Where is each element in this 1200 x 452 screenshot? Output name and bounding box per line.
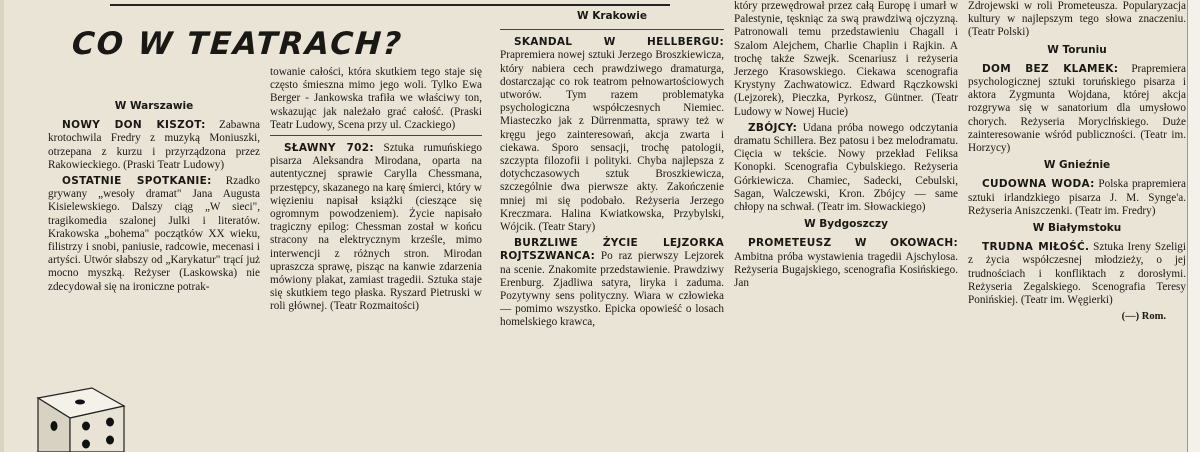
- review-nowy-don-kiszot: [48, 119, 260, 172]
- column-2: [270, 66, 482, 452]
- column-4: [734, 0, 958, 452]
- review-ostatnie-spotkanie-cont: towanie całości, która skutkiem tego staje się często śmieszna mimo jego woli. Tylko Ewa Berger - Jankowska trafiła we właściwy ton, wskazując jak należało grać całość. (Praski Teatr Ludowy, Scena przy ul. Czackiego): [270, 66, 482, 131]
- review-prometeusz-cont: Zdrojewski w roli Prometeusza. Popularyzacja kultury w najlepszym tego słowa znaczeniu. (Teatr Polski): [968, 0, 1186, 39]
- review-trudna-milosc: [968, 241, 1186, 307]
- review-prometeusz: [734, 237, 958, 290]
- city-heading-gniezno: W Gnieźnie: [1043, 159, 1111, 172]
- column-1: [48, 96, 260, 376]
- review-ostatnie-spotkanie: [48, 175, 260, 294]
- review-title: SKANDAL W HELLBERGU:: [514, 36, 724, 49]
- review-body: Zabawna krotochwila Fredry z muzyką Moniuszki, otrzepana z kurzu i przyrządzona przez Rakowieckiego. (Praski Teatr Ludowy): [48, 119, 260, 171]
- review-body: Udana próba nowego odczytania dramatu Schillera. Bez patosu i bez melodramatu. Cięcia w tekście. Nowy przekład Feliksa Konopki. Scenografia Cybulskiego. Reżyseria Górkiewicza. Chamiec, Sadecki, Cebulski, Sagan, Walczewski, Kron. Zbójcy — same chłopy na schwał. (Teatr im. Słowackiego): [734, 121, 958, 214]
- city-heading-bialystok: W Białymstoku: [1032, 222, 1122, 235]
- review-skandal-w-hellbergu: [500, 36, 724, 234]
- divider: [270, 135, 482, 136]
- review-burzliwe-zycie-cont: który przewędrował przez całą Europę i umarł w Palestynie, tęskniąc za swą prawdziwą ojczyzną. Patronowali temu przedstawieniu Chagall i Szalom Alejchem, Charlie Chaplin i Rajkin. A trochę także Szwejk. Scenariusz i reżyseria Jerzego Krasowskiego. Ciekawa scenografia Krystyny Zachwatowicz. Edward Rączkowski (Lejzorek), Pieczka, Pyrkosz, Güntner. (Teatr Ludowy w Nowej Hucie): [734, 0, 958, 118]
- review-dom-bez-klamek: [968, 63, 1186, 155]
- page-title: CO W TEATRACH?: [70, 26, 405, 62]
- review-title: NOWY DON KISZOT:: [62, 119, 206, 132]
- review-body: Po raz pierwszy Lejzorek na scenie. Znakomite przedstawienie. Prawdziwy Erenburg. Zjadliwa satyra, liryka i zaduma. Pozytywny sens polityczny. Wiara w człowieka — pomimo wszystko. Epicka opowieść o losach homelskiego krawca,: [500, 250, 724, 329]
- column-3: [500, 6, 724, 452]
- review-title: ZBÓJCY:: [748, 121, 798, 134]
- review-body: Rzadko grywany „wesoły dramat" Jana Augusta Kisielewskiego. Dalszy ciąg „W sieci", tragikomedia szalonej Julki i literatów. Krakowska „bohema" początków XX wieku, filistrzy i snobi, paniusie, radcowie, mecenasi i artyści. Utwór słabszy od „Karykatur" trącí już mocno myszką. Reżyser (Laskowska) nie zdecydował się na ironiczne potrak-: [48, 175, 260, 293]
- city-heading-bydgoszcz: W Bydgoszczy: [804, 218, 888, 231]
- column-5: [968, 0, 1186, 452]
- review-title: TRUDNA MIŁOŚĆ.: [982, 241, 1090, 254]
- city-heading-warszawa: W Warszawie: [114, 100, 194, 112]
- review-title: DOM BEZ KLAMEK:: [982, 62, 1119, 75]
- review-body: Ambitna próba wystawienia tragedii Ajschylosa. Reżyseria Bugajskiego, scenografia Kosińskiego. Jan: [734, 250, 958, 290]
- page-right-edge: [1187, 0, 1200, 452]
- review-body: Prapremiera psychologicznej sztuki toruńskiego pisarza i aktora Zygmunta Wojdana, której akcja rozgrywa się w sanatorium dla umysłowo chorych. Reżyseria Moryclńskiego. Duże zainteresowanie wśród publiczności. (Teatr im. Horzycy): [968, 62, 1186, 155]
- review-title: SŁAWNY 702:: [284, 142, 374, 155]
- city-heading-torun: W Toruniu: [1047, 43, 1107, 56]
- review-cudowna-woda: [968, 178, 1186, 218]
- review-body: Prapremiera nowej sztuki Jerzego Broszkiewicza, który nabiera cech prawdziwego dramaturga, dostarczając co rok teatrom pełnowartościowych utworów. Tym razem problematyka psychologiczna współczesnych Niemiec. Miasteczko jak z Dürrenmatta, sprawy też w kręgu jego zainteresowań, akcja zwarta i ciekawa. Sporo sensacji, trochę patologii, szczypta filozofii i polityki. Chyba najlepsza z dotychczasowych sztuk Broszkiewicza, szczególnie dwa pierwsze akty. Zakończenie mniej mi się podobało. Reżyseria Jerzego Kreczmara. Halina Kwiatkowska, Przybylski, Wójcik. (Teatr Stary): [500, 49, 724, 234]
- review-title: OSTATNIE SPOTKANIE:: [62, 175, 212, 188]
- city-heading-krakow: W Krakowie: [577, 10, 647, 22]
- review-zbojcy: [734, 122, 958, 214]
- review-body: Sztuka rumuńskiego pisarza Aleksandra Mirodana, oparta na autentycznej sprawie Carylla Chessmana, przestępcy, skazanego na karę śmierci, który w więzieniu napisał książki (cieszące się ogromnym powodzeniem). Życie napisało tragiczny epilog: Chessman został w końcu stracony na elektrycznym krześle, mimo interwencji z różnych stron. Mirodan upraszcza sprawę, pisząc na kanwie zdarzenia mówiony plakat, zamiast tragedii. Sztuka staje się skutkiem tego płaska. Ryszard Pietruski w roli głównej. (Teatr Rozmaitości): [270, 142, 482, 313]
- review-body: Polska prapremiera sztuki irlandzkiego pisarza J. M. Synge'a. Reżyseria Aniszczenki. (Teatr im. Fredry): [968, 178, 1186, 217]
- review-burzliwe-zycie: [500, 237, 724, 329]
- review-title: CUDOWNA WODA:: [982, 178, 1095, 191]
- author-signature: (—) Rom.: [1121, 311, 1166, 323]
- divider: [500, 29, 724, 30]
- review-slawny-702: [270, 142, 482, 314]
- review-body: Sztuka Ireny Szeligi z życia współczesnej młodzieży, o jej trudnościach i konfliktach z dorosłymi. Reżyseria Zegalskiego. Scenografia Teresy Ponińskiej. (Teatr im. Węgierki): [968, 241, 1186, 307]
- review-title: PROMETEUSZ W OKOWACH:: [748, 237, 958, 250]
- dice-icon: [0, 376, 150, 452]
- review-title: BURZLIWE ŻYCIE LEJZORKA ROJTSZWANCA:: [500, 237, 724, 263]
